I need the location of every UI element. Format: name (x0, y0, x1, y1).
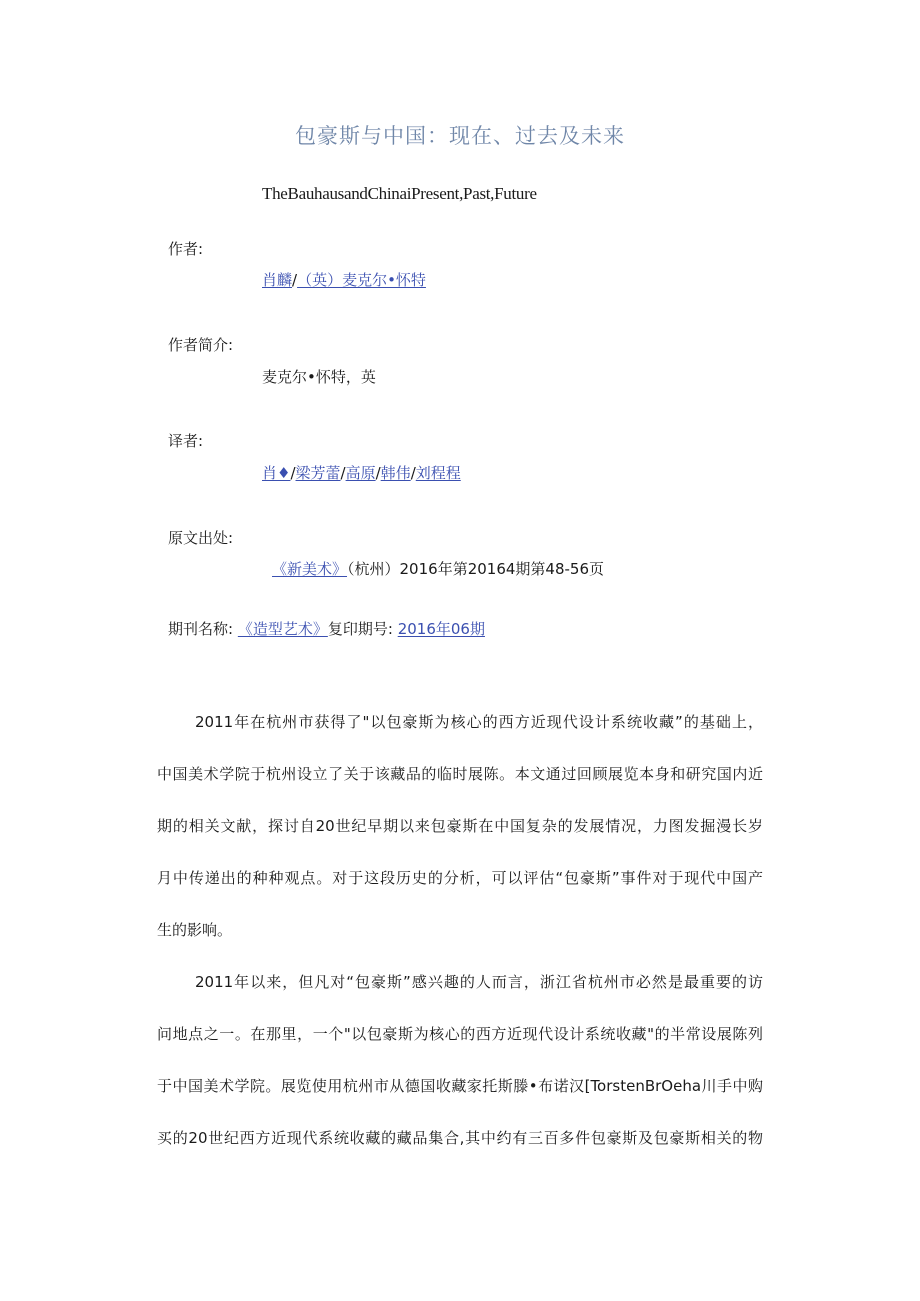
reprint-label: 复印期号: (327, 620, 393, 638)
translator-link-3[interactable]: 高原 (345, 464, 376, 482)
paragraph-line: 问地点之一。在那里，一个"以包豪斯为核心的西方近现代设计系统收藏"的半常设展陈列 (157, 1025, 763, 1043)
author-link-1[interactable]: 肖麟 (262, 271, 293, 289)
paragraph-line: 中国美术学院于杭州设立了关于该藏品的临时展陈。本文通过回顾展览本身和研究国内近 (157, 765, 763, 783)
translator-link-4[interactable]: 韩伟 (380, 464, 411, 482)
periodical-label: 期刊名称: (168, 620, 234, 638)
translator-link-5[interactable]: 刘程程 (415, 464, 461, 482)
translator-separator: / (410, 464, 416, 482)
paragraph-line: 期的相关文献，探讨自20世纪早期以来包豪斯在中国复杂的发展情况，力图发掘漫长岁 (157, 817, 763, 835)
abstract-paragraph (157, 711, 763, 971)
author-link-2[interactable]: （英）麦克尔•怀特 (297, 271, 426, 289)
periodical-name-link[interactable]: 《造型艺术》 (237, 620, 328, 638)
reprint-issue-link[interactable]: 2016年06期 (397, 620, 485, 638)
source-details: （杭州）2016年第20164期第48-56页 (347, 560, 604, 578)
periodical-line (168, 618, 485, 639)
source-value (272, 558, 604, 579)
article-subtitle-en: TheBauhausandChinaiPresent,Past,Future (262, 184, 537, 203)
article-title: 包豪斯与中国：现在、过去及未来 (295, 124, 625, 148)
author-separator: / (292, 271, 298, 289)
translator-link-2[interactable]: 梁芳蕾 (295, 464, 341, 482)
author-label: 作者: (168, 240, 204, 258)
source-journal-link[interactable]: 《新美术》 (272, 560, 348, 578)
paragraph-line: 2011年在杭州市获得了"以包豪斯为核心的西方近现代设计系统收藏”的基础上， (195, 713, 763, 731)
author-intro-value: 麦克尔•怀特，英 (262, 368, 376, 386)
paragraph-line: 月中传递出的种种观点。对于这段历史的分析，可以评估“包豪斯”事件对于现代中国产 (157, 869, 763, 887)
paragraph-line: 买的20世纪西方近现代系统收藏的藏品集合,其中约有三百多件包豪斯及包豪斯相关的物 (157, 1129, 763, 1147)
translator-list (262, 462, 461, 483)
translator-label: 译者: (168, 432, 204, 450)
translator-link-1[interactable]: 肖♦ (262, 464, 291, 482)
translator-separator: / (290, 464, 296, 482)
translator-separator: / (375, 464, 381, 482)
author-intro-label: 作者简介: (168, 336, 234, 354)
paragraph-line: 生的影响。 (157, 921, 233, 939)
author-list (262, 269, 426, 290)
paragraph-line: 于中国美术学院。展览使用杭州市从德国收藏家托斯滕•布诺汉[TorstenBrOeha川手中购 (157, 1077, 763, 1095)
paragraph-line: 2011年以来，但凡对“包豪斯”感兴趣的人而言，浙江省杭州市必然是最重要的访 (195, 973, 763, 991)
source-label: 原文出处: (168, 529, 234, 547)
translator-separator: / (340, 464, 346, 482)
body-paragraph (157, 971, 763, 1179)
